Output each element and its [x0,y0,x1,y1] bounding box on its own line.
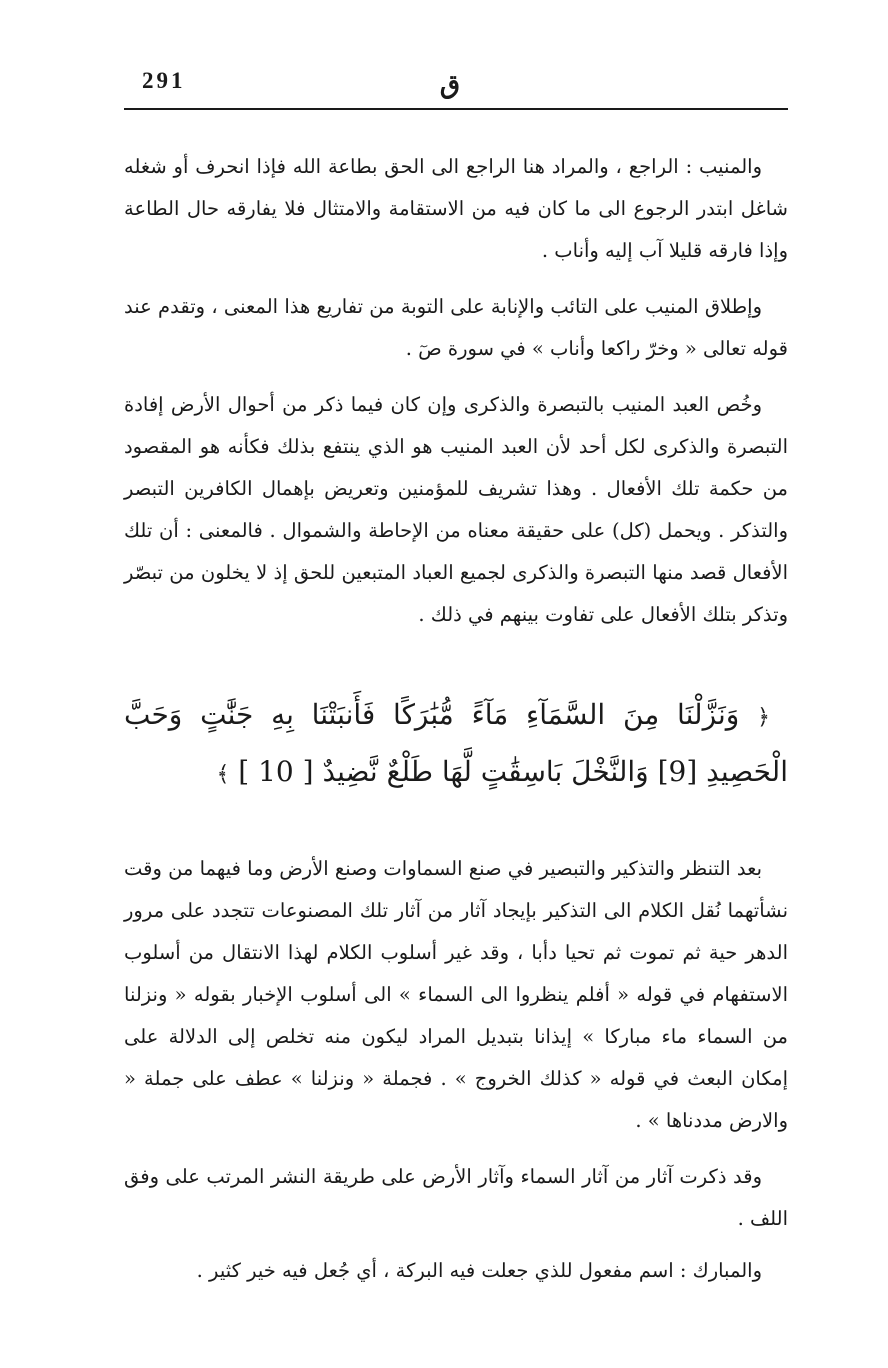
header-rule [124,108,788,110]
paragraph-lafw-nashr: وقد ذكرت آثار من آثار السماء وآثار الأرض على طريقة النشر المرتب على وفق اللف . [124,1165,788,1230]
verse-close-bracket: ﴾ [216,762,230,787]
paragraph-tabsira: وخُص العبد المنيب بالتبصرة والذكرى وإن كان فيما ذكر من أحوال الأرض إفادة التبصرة والذكرى لكل أحد لأن العبد المنيب هو الذي ينتفع بذلك فكأنه هو المقصود من حكمة تلك الأفعال . وهذا تشريف للمؤمنين وتعريض بإهمال الكافرين التبصر والتذكر . ويحمل (كل) على حقيقة معناه من الإحاطة والشموال . فالمعنى : أن تلك الأفعال قصد منها التبصرة والذكرى لجميع العباد المتبعين للحق إذ لا يخلون من تبصّر وتذكر بتلك الأفعال على تفاوت بينهم في ذلك . [124,393,788,626]
running-head: ق [439,70,461,100]
quran-verse [124,688,788,802]
body-text [124,146,788,1306]
paragraph-inaba: وإطلاق المنيب على التائب والإنابة على التوبة من تفاريع هذا المعنى ، وتقدم عند قوله تعالى « وخرّ راكعا وأناب » في سورة صٓ . [124,295,788,360]
page-number: 291 [142,68,186,93]
paragraph-mubarak: والمبارك : اسم مفعول للذي جعلت فيه البركة ، أي جُعل فيه خير كثير . [196,1259,762,1282]
verse-text: وَنَزَّلْنَا مِنَ السَّمَآءِ مَآءً مُّبَٰرَكًا فَأَنبَتْنَا بِهِ جَنَّٰتٍ وَحَبَّ الْحَصِيدِ [9] وَالنَّخْلَ بَاسِقَٰتٍ لَّهَا طَلْعٌ نَّضِيدٌ [ 10 ] [124,698,788,788]
verse-open-bracket: ﴿ [757,705,771,730]
paragraph-munib-definition: والمنيب : الراجع ، والمراد هنا الراجع الى الحق بطاعة الله فإذا انحرف أو شغله شاغل ابتدر الرجوع الى ما كان فيه من الاستقامة والامتثال فلا يفارقه حال الطاعة وإذا فارقه قليلا آب إليه وأناب . [124,155,788,262]
paragraph-commentary: بعد التنظر والتذكير والتبصير في صنع السماوات وصنع الأرض وما فيهما من وقت نشأتهما نُقل الكلام الى التذكير بإيجاد آثار من آثار تلك المصنوعات تتجدد على مرور الدهر حية ثم تموت ثم تحيا دأبا ، وقد غير أسلوب الكلام لهذا الانتقال من أسلوب الاستفهام في قوله « أفلم ينظروا الى السماء » الى أسلوب الإخبار بقوله « ونزلنا من السماء ماء مباركا » إيذانا بتبديل المراد ليكون منه تخلص إلى الدلالة على إمكان البعث في قوله « كذلك الخروج » . فجملة « ونزلنا » عطف على جملة « والارض مددناها » . [124,857,788,1132]
